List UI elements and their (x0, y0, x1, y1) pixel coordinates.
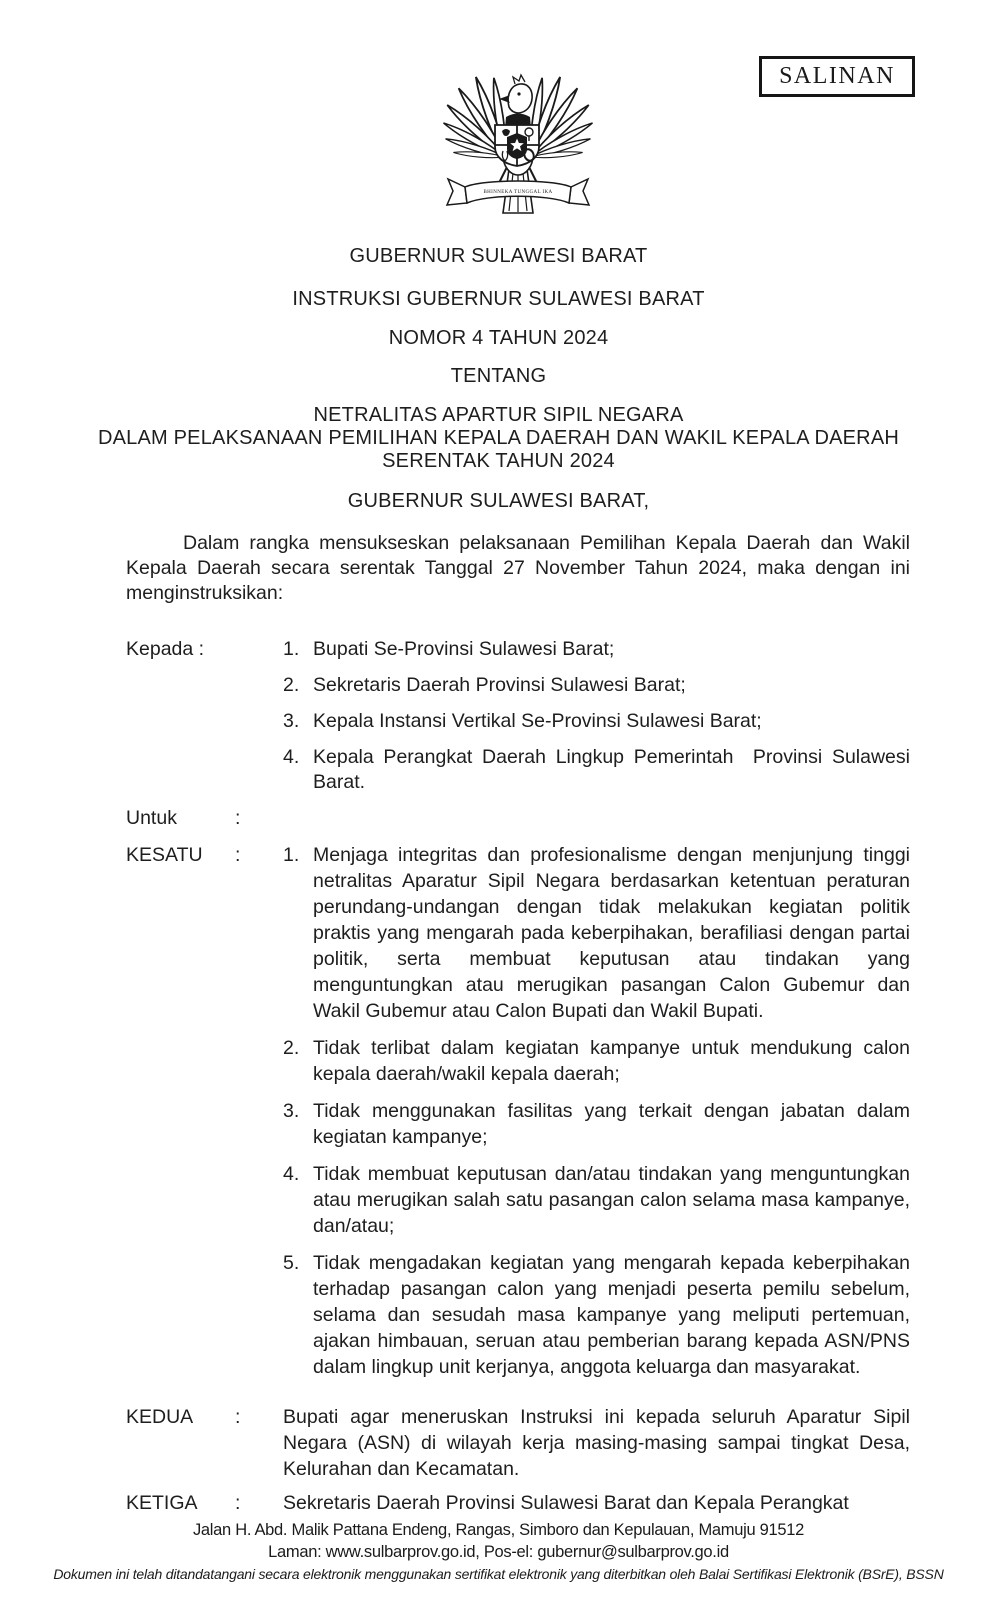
item-number: 4. (283, 1163, 300, 1185)
header-doc-number: NOMOR 4 TAHUN 2024 (388, 327, 609, 349)
item-number: 3. (283, 1100, 300, 1122)
directive-colon: : (235, 844, 241, 866)
ribbon-text: BHINNEKA TUNGGAL IKA (483, 190, 553, 195)
directive-text: Sekretaris Daerah Provinsi Sulawesi Barat dan Kepala Perangkat (283, 1492, 849, 1514)
item-number: 1. (283, 638, 300, 660)
item-text: Menjaga integritas dan profesionalisme dengan menjunjung tinggi netralitas Aparatur Sipil Negara berdasarkan ketentuan peraturan perundang-undangan dengan tidak melakukan kegiatan politik praktis yang mengarah pada keberpihakan, berafiliasi dengan partai politik, serta membuat keputusan atau tindakan yang menguntungkan atau merugikan pasangan Calon Gubemur dan Wakil Gubemur atau Calon Bupati dan Wakil Bupati. (313, 844, 910, 1022)
kepada-item (283, 709, 910, 734)
directive-label: KESATU (126, 844, 203, 866)
item-number: 4. (283, 746, 300, 768)
directive-item (283, 842, 910, 1024)
opening-paragraph: Dalam rangka mensukseskan pelaksanaan Pemilihan Kepala Daerah dan Wakil Kepala Daerah secara serentak Tanggal 27 November Tahun 2024, maka dengan ini menginstruksikan: (126, 532, 910, 604)
item-text: Bupati Se-Provinsi Sulawesi Barat; (313, 638, 615, 660)
header-institution: GUBERNUR SULAWESI BARAT (349, 245, 648, 267)
directive-item (283, 1035, 910, 1087)
footer-address: Jalan H. Abd. Malik Pattana Endeng, Rangas, Simboro dan Kepulauan, Mamuju 91512 (192, 1521, 805, 1539)
header-issuer: GUBERNUR SULAWESI BARAT, (347, 490, 650, 512)
directive-item (283, 1161, 910, 1239)
directive-label: KETIGA (126, 1492, 198, 1514)
directive-kedua (126, 1404, 910, 1482)
shield (495, 125, 539, 166)
item-text: Sekretaris Daerah Provinsi Sulawesi Barat; (313, 674, 686, 696)
salinan-stamp-box (759, 56, 915, 97)
document-title (0, 404, 997, 473)
untuk-colon: : (235, 807, 241, 829)
item-number: 3. (283, 710, 300, 732)
directive-colon: : (235, 1492, 241, 1514)
item-text: Kepala Instansi Vertikal Se-Provinsi Sulawesi Barat; (313, 710, 762, 732)
header-doc-type: INSTRUKSI GUBERNUR SULAWESI BARAT (292, 288, 705, 310)
kepada-item (283, 673, 910, 698)
title-line-2: DALAM PELAKSANAAN PEMILIHAN KEPALA DAERAH DAN WAKIL KEPALA DAERAH (97, 427, 900, 449)
item-text: Kepala Perangkat Daerah Lingkup Pemerintah Provinsi Sulawesi Barat. (313, 746, 916, 793)
directive-colon: : (235, 1406, 241, 1428)
salinan-label: SALINAN (779, 63, 895, 89)
item-number: 2. (283, 1037, 300, 1059)
title-line-3: SERENTAK TAHUN 2024 (382, 450, 615, 472)
title-line-1: NETRALITAS APARTUR SIPIL NEGARA (313, 404, 684, 426)
kepada-item (283, 637, 910, 662)
item-text: Tidak mengadakan kegiatan yang mengarah kepada keberpihakan terhadap pasangan calon yang menjadi peserta pemilu sebelum, selama dan sesudah masa kampanye yang meliputi pertemuan, ajakan himbauan, seruan atau pemberian barang kepada ASN/PNS dalam lingkup unit kerjanya, anggota keluarga dan masyarakat. (313, 1252, 910, 1378)
garuda-emblem-icon (443, 63, 593, 221)
directive-item-list (283, 842, 910, 1380)
item-text: Tidak terlibat dalam kegiatan kampanye untuk mendukung calon kepala daerah/wakil kepala daerah; (313, 1037, 910, 1085)
directive-ketiga (126, 1490, 910, 1516)
page-footer (0, 1519, 997, 1585)
item-number: 2. (283, 674, 300, 696)
footer-contact: Laman: www.sulbarprov.go.id, Pos-el: gubernur@sulbarprov.go.id (268, 1543, 729, 1561)
untuk-label: Untuk (126, 807, 177, 829)
item-text: Tidak membuat keputusan dan/atau tindakan yang menguntungkan atau merugikan salah satu pasangan calon selama masa kampanye, dan/atau; (313, 1163, 910, 1237)
untuk-section (126, 806, 910, 831)
item-number: 1. (283, 844, 300, 866)
item-text: Tidak menggunakan fasilitas yang terkait dengan jabatan dalam kegiatan kampanye; (313, 1100, 910, 1148)
directive-label: KEDUA (126, 1406, 194, 1428)
directive-item (283, 1250, 910, 1380)
kepada-label: Kepada : (126, 638, 205, 660)
footer-disclaimer: Dokumen ini telah ditandatangani secara elektronik menggunakan sertifikat elektronik yang diterbitkan oleh Balai Sertifikasi Elektronik (BSrE), BSSN (53, 1566, 944, 1582)
head (499, 75, 532, 113)
header-tentang: TENTANG (450, 365, 547, 387)
kepada-section (126, 637, 916, 795)
kepada-list (283, 637, 916, 795)
directive-text: Bupati agar meneruskan Instruksi ini kepada seluruh Aparatur Sipil Negara (ASN) di wilayah kerja masing-masing sampai tingkat Desa, Kelurahan dan Kecamatan. (283, 1406, 910, 1480)
kepada-item (283, 745, 916, 795)
item-number: 5. (283, 1252, 300, 1274)
directive-kesatu (126, 842, 910, 1380)
directive-item (283, 1098, 910, 1150)
